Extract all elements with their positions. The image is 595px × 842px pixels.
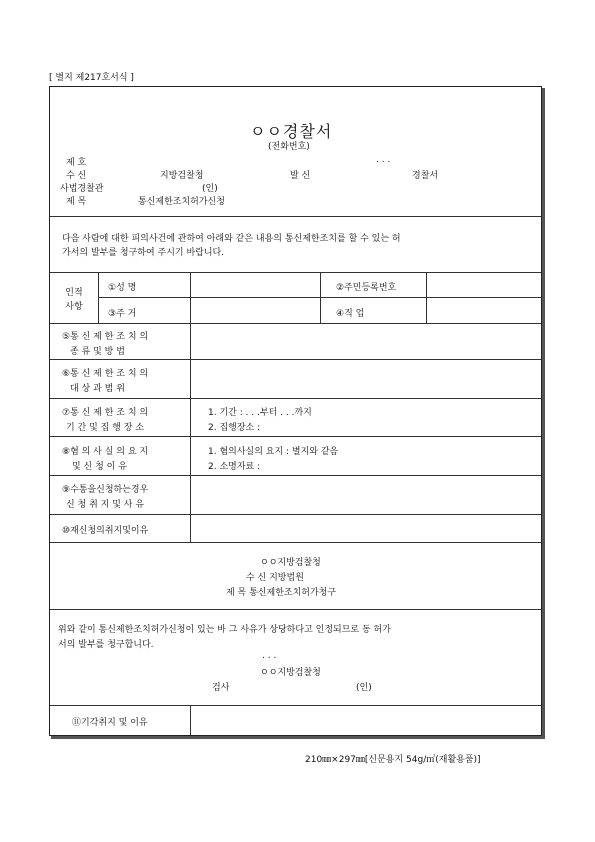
subject-value: 통신제한조치허가신청 <box>138 197 225 207</box>
sender-value: 경찰서 <box>412 171 439 181</box>
form-reference: [ 별지 제217호서식 ] <box>49 73 134 83</box>
doc-number-label: 제 호 <box>66 158 87 168</box>
warrant-request-form <box>49 86 542 736</box>
recipient-value: 지방검찰청 <box>160 171 204 181</box>
person-group-label: 인적 사항 <box>65 288 83 312</box>
rejection-column-line <box>190 705 191 735</box>
phone-label: (전화번호) <box>268 142 310 152</box>
table-top-line <box>50 272 541 273</box>
subject-label: 제 목 <box>66 197 87 207</box>
job-label: ④직 업 <box>336 309 365 319</box>
seal-mark: (인) <box>202 184 218 194</box>
request-date-dots: . . . <box>262 651 277 661</box>
police-officer-label: 사법경찰관 <box>60 184 104 194</box>
row-divider <box>50 436 541 437</box>
suspicion-summary-line: 1. 혐의사실의 요지 : 별지와 같음 <box>208 447 339 457</box>
person-value-line <box>426 272 427 323</box>
form-title: ㅇㅇ경찰서 <box>250 122 333 141</box>
request-line-1: 위와 같이 통신제한조치허가신청이 있는 바 그 사유가 상당하다고 인정되므로 동 허가 <box>58 625 391 635</box>
evidence-line: 2. 소명자료 : <box>208 462 261 472</box>
row-divider <box>50 323 541 324</box>
intro-line-1: 다음 사람에 대한 피의사건에 관하여 아래와 같은 내용의 통신제한조치를 할 수 있는 허 <box>62 234 401 244</box>
routing-subject: 제 목 통신제한조치허가청구 <box>226 588 337 598</box>
row-divider <box>50 359 541 360</box>
row6-label-2: 대 상 과 범 위 <box>70 384 125 394</box>
row8-label-1: ⑧혐 의 사 실 의 요 지 <box>62 447 149 457</box>
row-divider <box>50 475 541 476</box>
row5-label-2: 종 류 및 방 법 <box>70 347 125 357</box>
row-divider <box>50 609 541 610</box>
row-divider <box>50 514 541 515</box>
recipient-label: 수 신 <box>66 171 87 181</box>
sender-label: 발 신 <box>290 171 311 181</box>
routing-recipient: 수 신 지방법원 <box>246 573 304 583</box>
row7-label-2: 기 간 및 집 행 장 소 <box>66 423 145 433</box>
row6-label-1: ⑥통 신 제 한 조 치 의 <box>62 369 149 379</box>
name-label: ①성 명 <box>108 283 137 293</box>
address-label: ③주 거 <box>108 309 137 319</box>
row8-label-2: 및 신 청 이 유 <box>72 462 127 472</box>
prosecutor-label: 검사 <box>212 683 230 693</box>
row7-label-1: ⑦통 신 제 한 조 치 의 <box>62 408 149 418</box>
row-divider <box>50 398 541 399</box>
label-column-line <box>190 272 191 542</box>
form-shadow-bottom <box>51 736 545 739</box>
routing-office: ㅇㅇ지방검찰청 <box>260 558 321 568</box>
row9-label-2: 신 청 취 지 및 사 유 <box>66 500 145 510</box>
row-divider <box>50 542 541 543</box>
person-mid-line <box>320 272 321 323</box>
intro-line-2: 가서의 발부를 청구하여 주시기 바랍니다. <box>62 248 225 258</box>
request-office: ㅇㅇ지방검찰청 <box>260 668 321 678</box>
divider <box>50 216 541 217</box>
row9-label-1: ⑨수통을신청하는경우 <box>62 485 149 495</box>
period-line: 1. 기간 : . . .부터 . . .까지 <box>208 408 312 418</box>
rrn-label: ②주민등록번호 <box>336 283 397 293</box>
row10-label: ⑩재신청의취지및이유 <box>62 526 149 536</box>
person-group-line <box>98 272 99 323</box>
row-divider <box>50 705 541 706</box>
date-dots: . . . <box>376 155 391 165</box>
rejection-label: ⑪기각취지 및 이유 <box>72 718 148 728</box>
paper-spec-footer: 210㎜×297㎜[신문용지 54g/㎡(재활용품)] <box>305 755 481 765</box>
prosecutor-seal: (인) <box>356 683 372 693</box>
row5-label-1: ⑤통 신 제 한 조 치 의 <box>62 332 149 342</box>
request-line-2: 서의 발부를 청구합니다. <box>58 640 154 650</box>
execution-place-line: 2. 집행장소 : <box>208 423 261 433</box>
form-shadow-right <box>542 88 545 738</box>
